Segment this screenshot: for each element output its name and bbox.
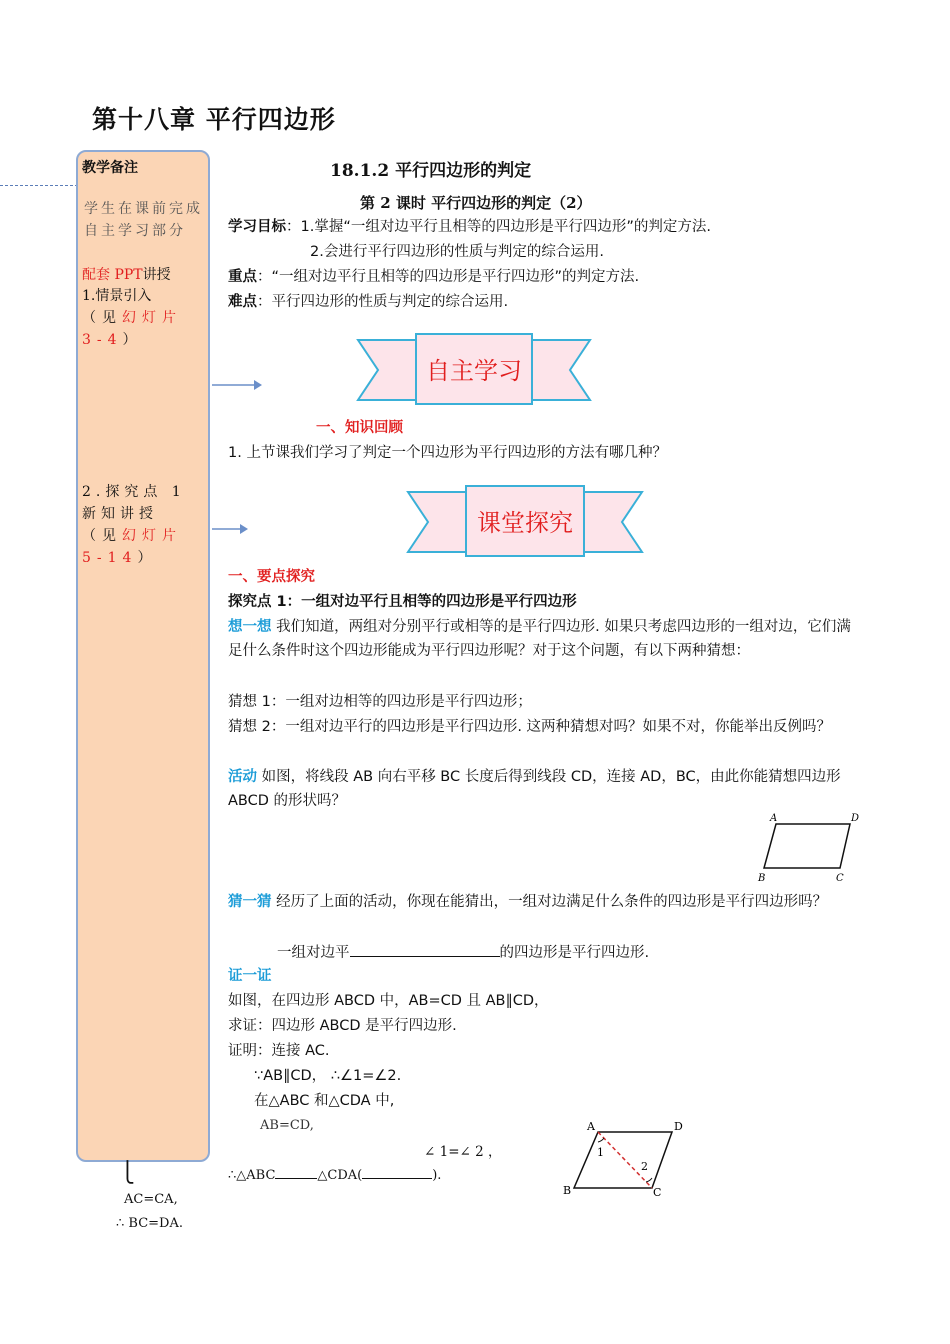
fig1-label-c: C <box>836 873 844 884</box>
fig2-angle-2: 2 <box>641 1160 648 1173</box>
sidebar-item1-open: （见 <box>82 310 122 326</box>
sidebar-note: 学生在课前完成自主学习部分 <box>84 201 203 239</box>
parallelogram-figure-1 <box>754 810 866 886</box>
guess-text: 经历了上面的活动，你现在能猜出，一组对边满足什么条件的四边形是平行四边形吗？ <box>271 894 828 910</box>
congruence-blank[interactable] <box>275 1166 317 1179</box>
fig2-label-b: B <box>563 1184 572 1197</box>
fig2-label-d: D <box>674 1120 683 1133</box>
answer-blank[interactable] <box>350 940 500 957</box>
fig2-label-c: C <box>653 1186 662 1199</box>
sidebar-item2-close: ） <box>137 550 158 566</box>
fig2-label-a: A <box>587 1120 595 1133</box>
angle-2-arc <box>646 1178 652 1182</box>
section-title: 18.1.2 平行四边形的判定 <box>330 161 532 181</box>
sidebar-item1-title: 1.情景引入 <box>82 288 152 304</box>
proof-line-2: 求证：四边形 ABCD 是平行四边形. <box>228 1018 457 1034</box>
proof-step-4: ∠ 1=∠ 2 ， <box>424 1144 502 1160</box>
proof-line-3: 证明：连接 AC. <box>228 1043 330 1059</box>
goals-line-1 <box>228 215 711 239</box>
proof-step-7: ∴ BC=DA. <box>116 1216 183 1231</box>
key-text: ：“一组对边平行且相等的四边形是平行四边形”的判定方法. <box>257 269 640 285</box>
proof-step-5c: ). <box>432 1168 442 1183</box>
fill-blank-line <box>277 940 649 965</box>
sidebar-item1-ref: 幻灯片 3-4 <box>82 310 182 348</box>
fill-suffix: 的四边形是平行四边形. <box>499 945 650 961</box>
arrow-right-icon <box>212 522 248 536</box>
fill-prefix: 一组对边平 <box>277 945 350 961</box>
key-label: 重点 <box>228 269 257 285</box>
proof-step-2: 在△ABC 和△CDA 中, <box>254 1093 395 1109</box>
reason-blank[interactable] <box>362 1166 432 1179</box>
goals-label: 学习目标 <box>228 219 286 235</box>
goal-1: ：1.掌握“一组对边平行且相等的四边形是平行四边形”的判定方法. <box>286 219 711 235</box>
think-paragraph <box>228 615 864 663</box>
activity-label: 活动 <box>228 769 257 785</box>
guess-label: 猜一猜 <box>228 894 272 910</box>
think-text: 我们知道，两组对分别平行或相等的是平行四边形. 如果只考虑四边形的一组对边，它们满足什么条件时这个四边形能成为平行四边形呢？对于这个问题，有以下两种猜想： <box>228 619 851 659</box>
activity-paragraph <box>228 765 864 813</box>
sidebar-item2-title: 2.探究点 1 新知讲授 <box>82 484 186 522</box>
guess-2: 猜想 2：一组对边平行的四边形是平行四边形. 这两种猜想对吗？如果不对，你能举出反例吗？ <box>228 719 832 735</box>
goal-2: 2.会进行平行四边形的性质与判定的综合运用. <box>310 244 604 260</box>
lesson-title: 第 2 课时 平行四边形的判定（2） <box>360 194 592 212</box>
key-point-line <box>228 265 639 289</box>
proof-step-3: AB=CD, <box>260 1118 314 1133</box>
fig1-label-a: A <box>770 813 778 824</box>
proof-step-1: ∵AB∥CD， ∴∠1=∠2. <box>254 1068 402 1084</box>
proof-step-5b: △CDA( <box>317 1168 363 1183</box>
banner-self-study-text: 自主学习 <box>426 357 522 385</box>
guess-paragraph <box>228 890 864 914</box>
proof-line-1: 如图，在四边形 ABCD 中，AB=CD 且 AB∥CD， <box>228 993 549 1009</box>
explore-heading: 一、要点探究 <box>228 569 315 585</box>
proof-label: 证一证 <box>228 968 272 984</box>
proof-step-5 <box>228 1164 441 1188</box>
explore-point-1: 探究点 1：一组对边平行且相等的四边形是平行四边形 <box>228 594 577 610</box>
sidebar-item2-ref: 幻灯片 5-14 <box>82 528 182 566</box>
difficulty-label: 难点 <box>228 294 257 310</box>
sidebar-item2-ref-line <box>82 525 206 569</box>
sidebar-ppt-prefix: 配套 PPT <box>82 267 143 283</box>
sidebar-item2-open: （见 <box>82 528 122 544</box>
sidebar-ppt-line <box>82 264 206 286</box>
arrow-right-icon <box>212 378 262 392</box>
parallelogram-figure-2 <box>560 1116 690 1200</box>
brace-mark: ⎩ <box>120 1160 135 1184</box>
dotted-divider <box>0 185 78 186</box>
sidebar-ppt-suffix: 讲授 <box>142 267 171 283</box>
proof-step-5a: ∴△ABC <box>228 1168 276 1183</box>
difficulty-line <box>228 290 508 314</box>
review-question-1: 1. 上节课我们学习了判定一个四边形为平行四边形的方法有哪几种？ <box>228 445 667 461</box>
think-label: 想一想 <box>228 619 272 635</box>
banner-self-study <box>356 330 592 410</box>
banner-class-explore-text: 课堂探究 <box>477 509 573 537</box>
guess-1: 猜想 1：一组对边相等的四边形是平行四边形； <box>228 694 532 710</box>
proof-step-6: AC=CA, <box>124 1192 178 1207</box>
sidebar-item1-close: ） <box>122 332 143 348</box>
fig1-label-b: B <box>758 873 766 884</box>
angle-1-arc <box>598 1138 604 1142</box>
chapter-title: 第十八章 平行四边形 <box>92 105 336 134</box>
activity-text: 如图，将线段 AB 向右平移 BC 长度后得到线段 CD，连接 AD，BC，由此你能猜想四边形 ABCD 的形状吗？ <box>228 769 841 809</box>
sidebar-item1-ref-line <box>82 307 206 351</box>
sidebar-title: 教学备注 <box>82 160 138 176</box>
fig2-angle-1: 1 <box>597 1146 604 1159</box>
difficulty-text: ：平行四边形的性质与判定的综合运用. <box>257 294 509 310</box>
review-heading: 一、知识回顾 <box>316 420 403 436</box>
fig1-label-d: D <box>851 813 860 824</box>
banner-class-explore <box>406 482 644 562</box>
